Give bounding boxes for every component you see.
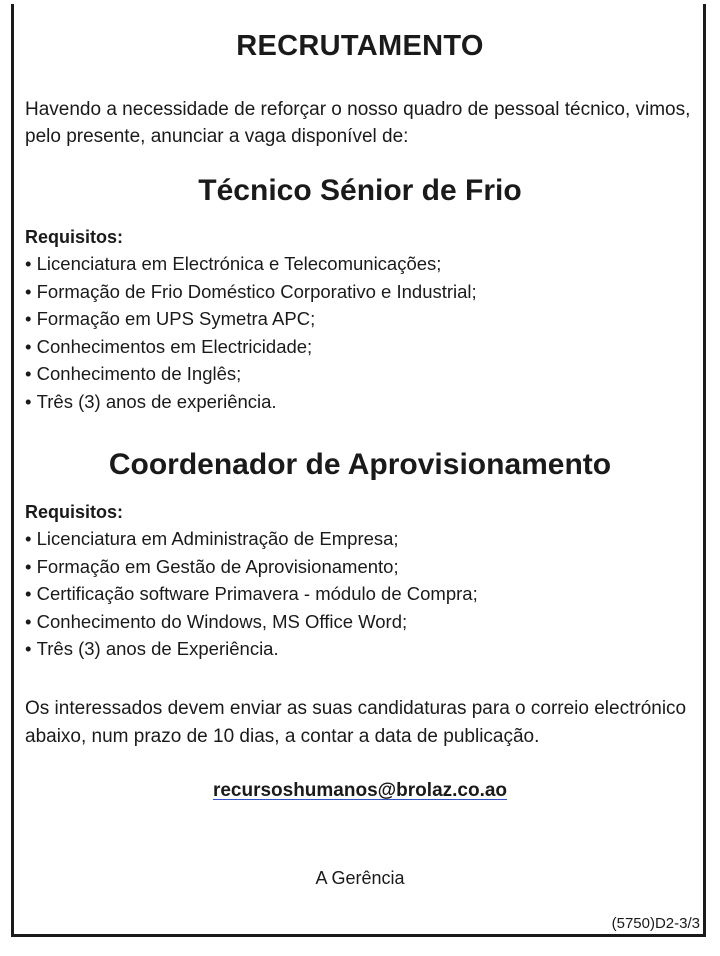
requirement-item: • Conhecimento de Inglês;: [25, 360, 477, 388]
requirements-heading: Requisitos:: [25, 502, 124, 522]
requirement-item: • Conhecimento do Windows, MS Office Word;: [25, 608, 478, 636]
requirements-list: [25, 525, 478, 663]
signature: A Gerência: [315, 868, 405, 888]
requirement-item: • Três (3) anos de Experiência.: [25, 635, 478, 663]
requirement-item: • Licenciatura em Administração de Empresa;: [25, 525, 478, 553]
reference-code: (5750)D2-3/3: [611, 915, 700, 932]
intro-paragraph: Havendo a necessidade de reforçar o nosso quadro de pessoal técnico, vimos, pelo presente, anunciar a vaga disponível de:: [25, 99, 691, 147]
requirement-item: • Licenciatura em Electrónica e Telecomunicações;: [25, 250, 477, 278]
page-title: RECRUTAMENTO: [236, 30, 484, 62]
requirements-heading: Requisitos:: [25, 227, 124, 247]
email-link[interactable]: recursoshumanos@brolaz.co.ao: [212, 780, 508, 801]
requirement-item: • Conhecimentos em Electricidade;: [25, 333, 477, 361]
requirement-item: • Certificação software Primavera - módulo de Compra;: [25, 580, 478, 608]
requirements-list: [25, 250, 477, 416]
requirement-item: • Formação em Gestão de Aprovisionamento;: [25, 553, 478, 581]
job-title-coordenador: Coordenador de Aprovisionamento: [108, 448, 612, 481]
requirement-item: • Formação em UPS Symetra APC;: [25, 305, 477, 333]
job-title-tecnico-frio: Técnico Sénior de Frio: [198, 174, 522, 207]
requirement-item: • Três (3) anos de experiência.: [25, 388, 477, 416]
requirement-item: • Formação de Frio Doméstico Corporativo e Industrial;: [25, 278, 477, 306]
closing-paragraph: Os interessados devem enviar as suas candidaturas para o correio electrónico abaixo, num prazo de 10 dias, a contar a data de publicação.: [25, 698, 687, 747]
